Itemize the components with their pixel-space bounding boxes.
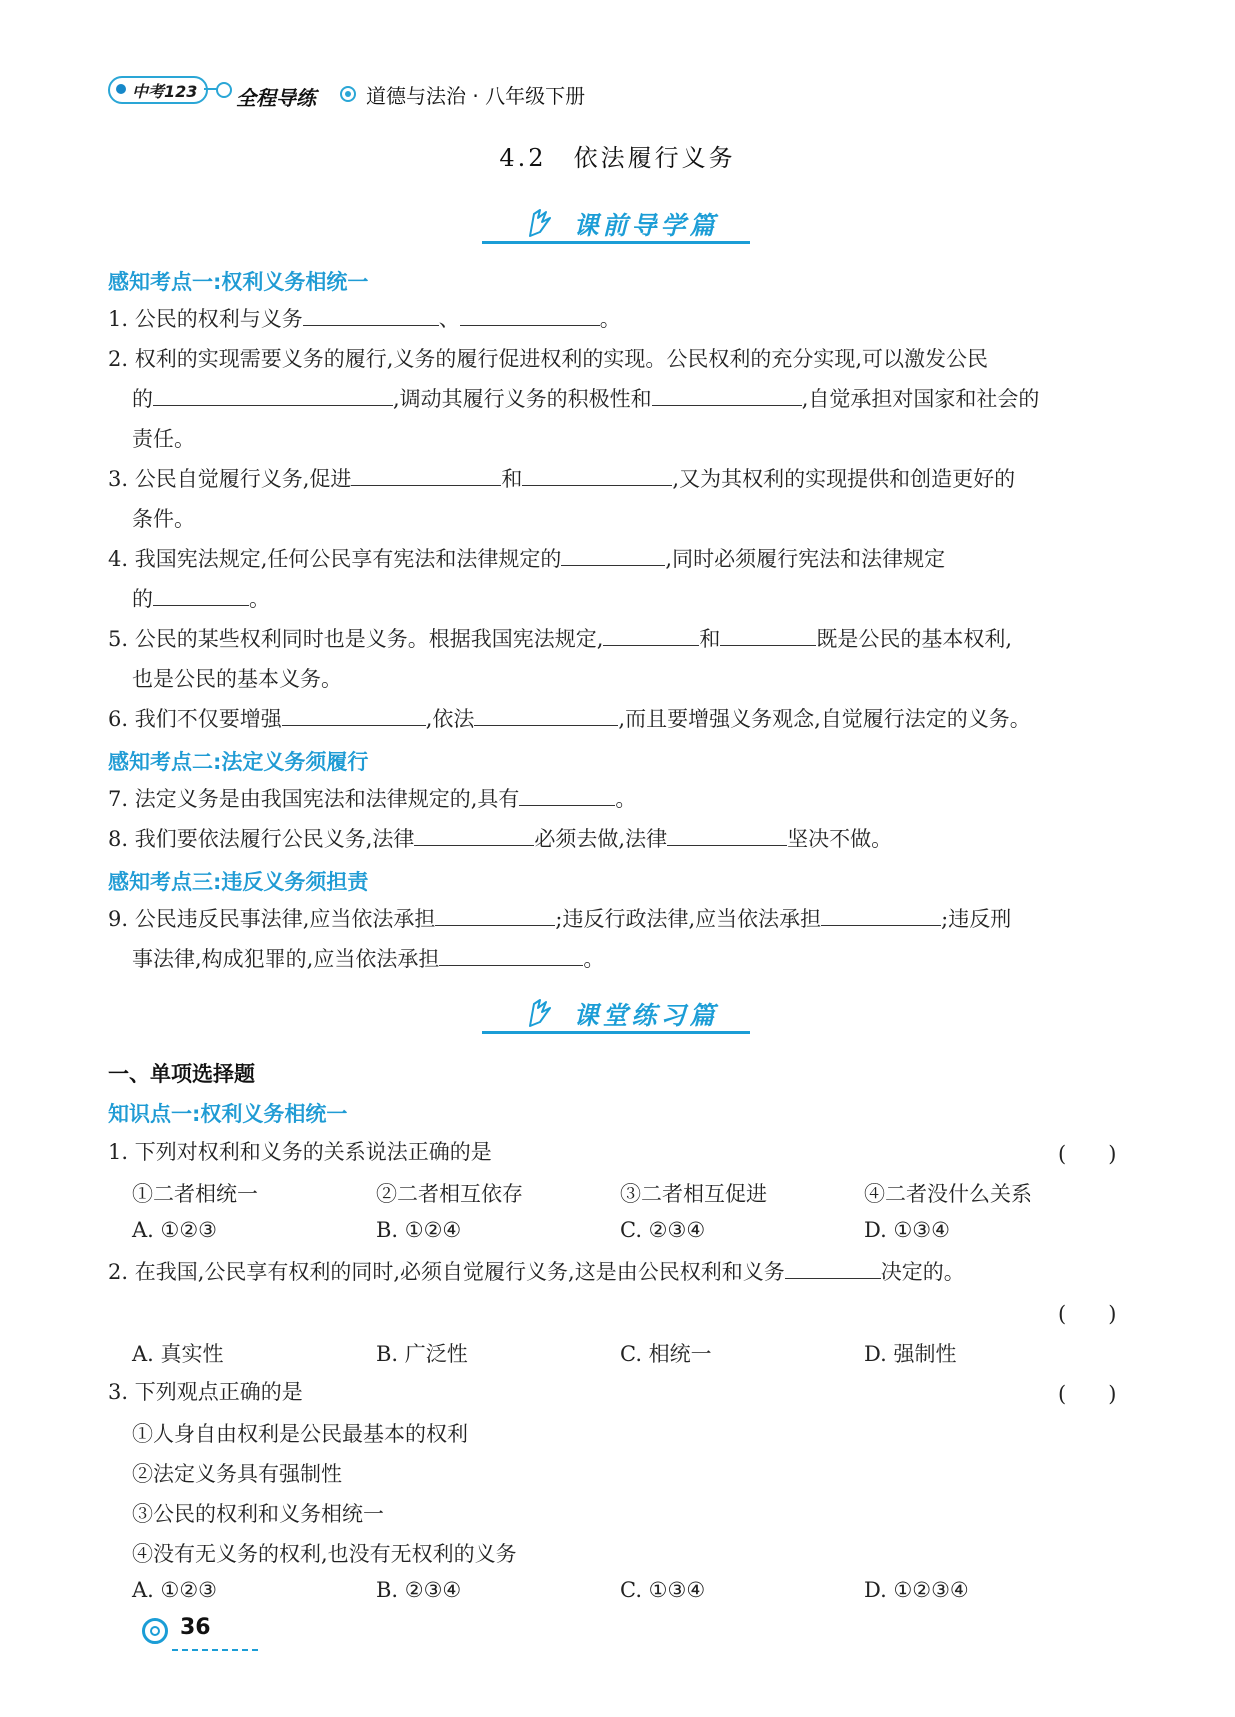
fill-blank[interactable] [439,945,583,966]
fill-blank[interactable] [474,705,618,726]
exam-point-heading-3: 感知考点三:违反义务须担责 [108,870,369,894]
q-text: 9. 公民违反民事法律,应当依法承担 [108,907,436,931]
q-text: 、 [438,307,460,331]
fill-blank[interactable] [435,905,555,926]
fill-blank[interactable] [667,825,787,846]
q-text: 2. 在我国,公民享有权利的同时,必须自觉履行义务,这是由公民权利和义务 [108,1260,785,1284]
fill-blank[interactable] [303,305,439,326]
q-text: 坚决不做。 [787,827,893,851]
q-text: 决定的。 [880,1260,965,1284]
knowledge-point-heading: 知识点一:权利义务相统一 [108,1102,348,1126]
question-6 [108,705,1031,733]
fill-blank[interactable] [460,305,600,326]
q-text: 和 [501,467,523,491]
statement-item: ④没有无义务的权利,也没有无权利的义务 [132,1542,517,1566]
option-d[interactable]: D. ①③④ [864,1218,950,1242]
q-text: ,同时必须履行宪法和法律规定 [665,547,946,571]
series-name: 全程导练 [236,86,316,110]
exam-point-heading-2: 感知考点二:法定义务须履行 [108,750,369,774]
q-text: ;违反行政法律,应当依法承担 [555,907,822,931]
part-heading: 一、单项选择题 [108,1062,255,1086]
header-brand [108,70,628,108]
page-ring-icon [142,1618,168,1644]
q-text: 。 [583,947,605,971]
question-2-line-2 [132,385,1039,413]
answer-parentheses[interactable]: ( ) [1058,1302,1117,1326]
q-text: ,而且要增强义务观念,自觉履行法定的义务。 [618,707,1031,731]
q-text: 既是公民的基本权利, [816,627,1013,651]
question-2-line-1: 2. 权利的实现需要义务的履行,义务的履行促进权利的实现。公民权利的充分实现,可以激发公民 [108,347,989,371]
mc-question-2-stem [108,1258,965,1286]
option-d[interactable]: D. 强制性 [864,1342,957,1366]
brand-logo [108,76,208,104]
question-9-line-2 [132,945,604,973]
option-a[interactable]: A. 真实性 [132,1342,224,1366]
q-text: 。 [249,587,270,611]
statement-item: ②法定义务具有强制性 [132,1462,342,1486]
statement-item: ②二者相互依存 [376,1182,523,1206]
section-banner-in-class [482,994,750,1034]
question-5-line-1 [108,625,1012,653]
fill-blank[interactable] [720,625,816,646]
option-c[interactable]: C. 相统一 [620,1342,712,1366]
page-number: 36 [180,1615,211,1640]
section-underline [482,241,750,244]
statement-item: ③公民的权利和义务相统一 [132,1502,384,1526]
exam-point-heading-1: 感知考点一:权利义务相统一 [108,270,369,294]
lesson-title: 4.2 依法履行义务 [499,144,736,172]
mc-question-3-stem: 3. 下列观点正确的是 [108,1380,303,1404]
fill-blank[interactable] [153,585,249,606]
section-title: 课堂练习篇 [573,1001,719,1030]
option-c[interactable]: C. ①③④ [620,1578,706,1602]
answer-parentheses[interactable]: ( ) [1058,1382,1117,1406]
question-3-line-1 [108,465,1015,493]
q-text: ,自觉承担对国家和社会的 [801,387,1040,411]
section-banner-pre-class [482,204,750,244]
q-text: 5. 公民的某些权利同时也是义务。根据我国宪法规定, [108,627,604,651]
question-8 [108,825,892,853]
q-text: 和 [699,627,721,651]
statement-item: ①二者相统一 [132,1182,258,1206]
fill-blank[interactable] [652,385,802,406]
mc-question-1-stem: 1. 下列对权利和义务的关系说法正确的是 [108,1140,492,1164]
q-text: 1. 公民的权利与义务 [108,307,303,331]
question-9-line-1 [108,905,1011,933]
question-3-line-2: 条件。 [132,507,195,531]
question-2-line-3: 责任。 [132,427,195,451]
question-4-line-1 [108,545,945,573]
statement-item: ③二者相互促进 [620,1182,767,1206]
q-text: 的 [132,587,153,611]
fill-blank[interactable] [282,705,426,726]
fill-blank[interactable] [153,385,393,406]
fill-blank[interactable] [603,625,699,646]
fill-blank[interactable] [561,545,665,566]
fill-blank[interactable] [351,465,501,486]
fill-blank[interactable] [821,905,941,926]
q-text: 事法律,构成犯罪的,应当依法承担 [132,947,440,971]
q-text: 8. 我们要依法履行公民义务,法律 [108,827,415,851]
brand-logo-text: 中考123 [132,82,198,101]
option-a[interactable]: A. ①②③ [132,1578,217,1602]
question-5-line-2: 也是公民的基本义务。 [132,667,342,691]
option-b[interactable]: B. ①②④ [376,1218,462,1242]
option-a[interactable]: A. ①②③ [132,1218,217,1242]
q-text: ,依法 [425,707,475,731]
q-text: 的 [132,387,153,411]
fill-blank[interactable] [414,825,534,846]
q-text: 4. 我国宪法规定,任何公民享有宪法和法律规定的 [108,547,562,571]
option-b[interactable]: B. ②③④ [376,1578,462,1602]
q-text: 6. 我们不仅要增强 [108,707,282,731]
fill-blank[interactable] [785,1258,881,1279]
q-text: ;违反刑 [941,907,1012,931]
question-7 [108,785,636,813]
ring-icon [216,82,232,98]
logo-dot-icon [116,84,126,94]
option-c[interactable]: C. ②③④ [620,1218,706,1242]
question-4-line-2 [132,585,270,613]
page-number-badge [142,1615,262,1653]
q-text: 。 [615,787,637,811]
section-title: 课前导学篇 [573,211,719,240]
q-text: 必须去做,法律 [534,827,668,851]
option-d[interactable]: D. ①②③④ [864,1578,969,1602]
q-text: 。 [599,307,621,331]
fill-blank[interactable] [522,465,672,486]
target-icon [340,86,356,102]
q-text: ,调动其履行义务的积极性和 [393,387,652,411]
q-text: ,又为其权利的实现提供和创造更好的 [672,467,1016,491]
option-b[interactable]: B. 广泛性 [376,1342,468,1366]
section-underline [482,1031,750,1034]
q-text: 3. 公民自觉履行义务,促进 [108,467,352,491]
statement-item: ④二者没什么关系 [864,1182,1032,1206]
statement-item: ①人身自由权利是公民最基本的权利 [132,1422,468,1446]
answer-parentheses[interactable]: ( ) [1058,1142,1117,1166]
fill-blank[interactable] [519,785,615,806]
subject-title: 道德与法治 · 八年级下册 [366,84,586,108]
q-text: 7. 法定义务是由我国宪法和法律规定的,具有 [108,787,520,811]
page-number-underline [172,1649,258,1651]
question-1 [108,305,621,333]
